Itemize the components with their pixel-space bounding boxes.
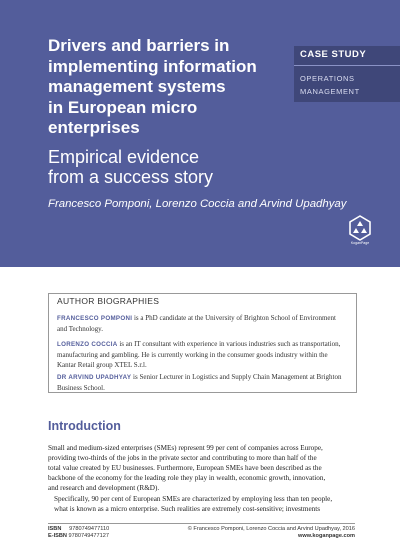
author-name: LORENZO COCCIA [57, 341, 118, 348]
author-biographies-box [48, 293, 357, 393]
eisbn-line [48, 533, 109, 539]
paragraph [48, 494, 353, 514]
isbn-value: 9780749477110 [69, 526, 110, 532]
paragraph-line: backbone of the economy for the leading role they play in wealth, economic growth, innovation, [48, 474, 326, 482]
series-name [300, 72, 360, 98]
authors: Francesco Pomponi, Lorenzo Coccia and Arvind Upadhyay [48, 198, 347, 210]
eisbn-value: 9780749477127 [68, 533, 109, 539]
paragraph [48, 443, 353, 493]
paragraph-line: total value created by EU businesses. Furthermore, European SMEs have been described as the [48, 464, 322, 472]
logo-text: KoganPage [350, 241, 370, 245]
paragraph-line: Small and medium-sized enterprises (SMEs) represent 99 per cent of companies across Europe, [48, 444, 323, 452]
footer-divider [48, 523, 355, 524]
subtitle [48, 147, 213, 187]
author-name: DR ARVIND UPADHYAY [57, 374, 132, 381]
case-study-tab [294, 46, 400, 102]
paragraph-line: providing two-thirds of the jobs in the private sector and contributing to more than half of the [48, 454, 317, 462]
cover-header [0, 0, 400, 267]
hexagon-logo-icon [348, 215, 372, 241]
kogan-page-logo [348, 215, 372, 251]
title-line: in European micro [48, 97, 198, 117]
paragraph-line: what is known as a micro enterprise. Such realities are extremely cost-sensitive; investments [54, 505, 321, 513]
bio-text: is an IT consultant with experience in various industries such as transportation, [117, 340, 341, 348]
bio-text: is a PhD candidate at the University of Brighton School of Environment [132, 314, 336, 322]
biography-entry [57, 339, 350, 371]
bio-text: Kantar Retail group XTEL S.r.l. [57, 361, 147, 370]
isbn-label: ISBN [48, 526, 62, 532]
series-line: OPERATIONS [300, 74, 355, 83]
series-line: MANAGEMENT [300, 87, 360, 96]
case-study-label: CASE STUDY [300, 49, 367, 60]
section-heading: Introduction [48, 419, 121, 433]
bio-text: Business School. [57, 384, 105, 393]
bio-text: is Senior Lecturer in Logistics and Supply Chain Management at Brighton [131, 373, 342, 381]
bio-text: and Technology. [57, 325, 103, 334]
bio-text: manufacturing and gambling. He is currently working in the consumer goods industry within the [57, 351, 328, 360]
title-line: Drivers and barriers in [48, 36, 230, 55]
title-line: management systems [48, 77, 226, 96]
page-title [48, 36, 288, 139]
biography-entry [57, 313, 350, 334]
subtitle-line: from a success story [48, 167, 214, 187]
divider [294, 65, 400, 66]
eisbn-label: E-ISBN [48, 533, 67, 539]
author-name: FRANCESCO POMPONI [57, 315, 133, 322]
paragraph-line: Specifically, 90 per cent of European SMEs are characterized by employing less than ten people, [54, 495, 333, 503]
title-line: enterprises [48, 118, 140, 137]
isbn-line [48, 526, 109, 532]
copyright: © Francesco Pomponi, Lorenzo Coccia and Arvind Upadhyay, 2016 [187, 526, 355, 532]
biographies-heading: AUTHOR BIOGRAPHIES [57, 296, 160, 306]
subtitle-line: Empirical evidence [48, 147, 200, 167]
biography-entry [57, 372, 350, 393]
website-link[interactable]: www.koganpage.com [298, 533, 355, 539]
paragraph-line: and research and development (R&D). [48, 484, 160, 492]
title-line: implementing information [48, 56, 257, 76]
